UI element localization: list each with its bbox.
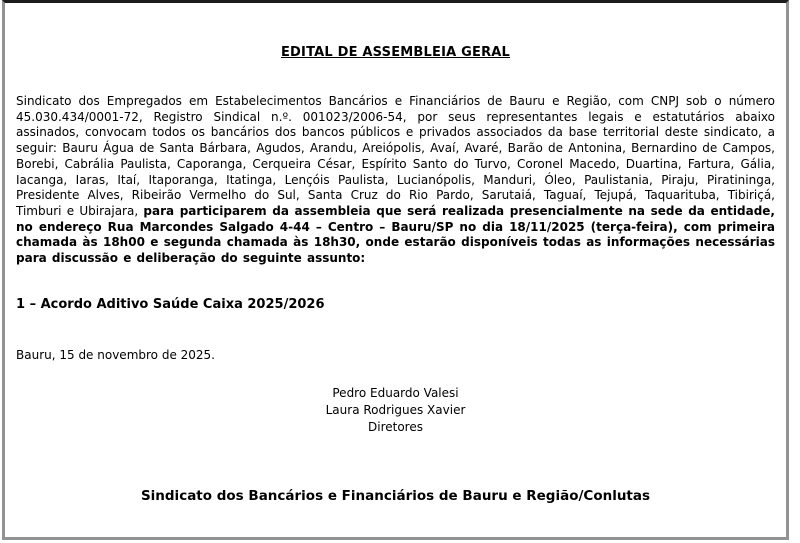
document-title: EDITAL DE ASSEMBLEIA GERAL	[280, 45, 511, 60]
signature-block	[16, 385, 775, 436]
body-text-regular: Sindicato dos Empregados em Estabelecimentos Bancários e Financiários de Bauru e Região, com CNPJ sob o número 45.030.434/0001-72, Registro Sindical n.º. 001023/2006-54, por seus representantes legais e estatutários abaixo assinados, convocam todos os bancários dos bancos públicos e privados associados da base territorial deste sindicato, a seguir: Bauru Água de Santa Bárbara, Agudos, Arandu, Areiópolis, Avaí, Avaré, Barão de Antonina, Bernardino de Campos, Borebi, Cabrália Paulista, Caporanga, Cerqueira César, Espírito Santo do Turvo, Coronel Macedo, Duartina, Fartura, Gália, Iacanga, Iaras, Itaí, Itaporanga, Itatinga, Lençóis Paulista, Lucianópolis, Manduri, Óleo, Paulistania, Piraju, Piratininga, Presidente Alves, Ribeirão Vermelho do Sul, Santa Cruz do Rio Pardo, Sarutaiá, Taguaí, Tejupá, Taquarituba, Tibiriçá, Timburi e Ubirajara,	[16, 94, 775, 218]
signature-role: Diretores	[368, 419, 423, 434]
footer-organization-name: Sindicato dos Bancários e Financiários de Bauru e Região/Conlutas	[140, 487, 651, 504]
agenda-item: 1 – Acordo Aditivo Saúde Caixa 2025/2026	[16, 296, 325, 312]
document-page	[2, 0, 789, 540]
signature-name-1: Pedro Eduardo Valesi	[332, 385, 459, 400]
body-text-bold: para participarem da assembleia que será realizada presencialmente na sede da entidade, no endereço Rua Marcondes Salgado 4-44 – Centro – Bauru/SP no dia 18/11/2025 (terça-feira), com primeira chamada às 18h00 e segunda chamada às 18h30, onde estarão disponíveis todas as informações necessárias para discussão e deliberação do seguinte assunto:	[16, 203, 775, 266]
signature-name-2: Laura Rodrigues Xavier	[325, 402, 466, 417]
dateline: Bauru, 15 de novembro de 2025.	[16, 347, 215, 362]
body-paragraph	[16, 94, 775, 267]
